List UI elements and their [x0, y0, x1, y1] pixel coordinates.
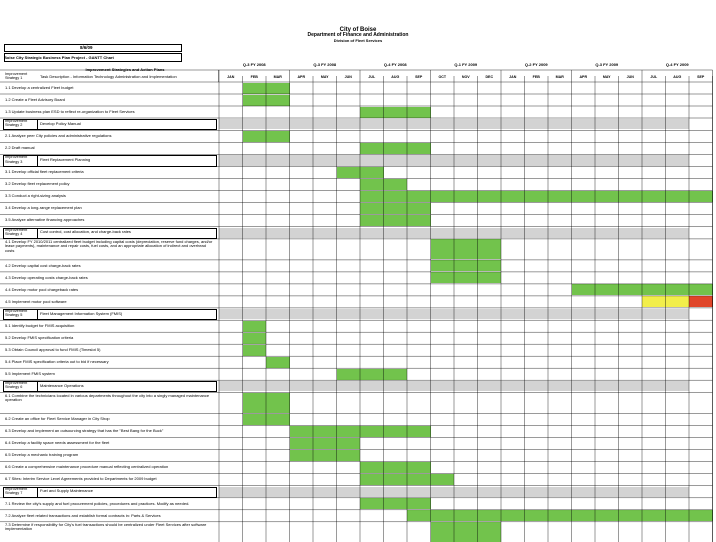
- month-label: JAN: [509, 75, 517, 79]
- month-label: FEB: [532, 75, 540, 79]
- task-description: 3.2 Develop fleet replacement policy: [5, 182, 70, 187]
- task-description: 4.3 Develop operating costs charge-back rates: [5, 275, 88, 280]
- month-label: OCT: [438, 75, 447, 79]
- strategy-title: Develop Policy Manual: [40, 121, 81, 126]
- strategy-label: Improvement Strategy 3: [5, 155, 28, 164]
- month-label: MAY: [602, 75, 611, 79]
- task-description: 3.3 Conduct a right-sizing analysis: [5, 194, 66, 199]
- strategy-title: Fleet Replacement Planning: [40, 158, 91, 163]
- month-label: JUL: [650, 75, 658, 79]
- task-description: 5.3 Obtain Council approval to fund FMIS (Timeslot 5): [5, 347, 101, 352]
- quarter-label: Q-3 FY 2008: [242, 62, 266, 67]
- month-label: NOV: [461, 75, 470, 79]
- task-description: 2.1 Analyze peer City policies and administrative regulations: [5, 134, 112, 138]
- task-description: 1.3 Update business plan ESD to reflect re-organization to Fleet Services: [5, 109, 135, 114]
- month-label: MAR: [555, 75, 564, 79]
- quarter-label: Q-4 FY 2008: [383, 62, 407, 67]
- task-description: 4.2 Develop capital cost charge-back rates: [5, 263, 81, 268]
- month-label: SEP: [415, 75, 423, 79]
- task-description: 6.6 Create a comprehensive maintenance procedure manual reflecting centralized operation: [5, 465, 169, 470]
- task-description: 7.1 Review the city's supply and fuel procurement policies, procedures and practices. Modify as needed.: [5, 501, 190, 506]
- task-description: 1.2 Create a Fleet Advisory Board: [5, 97, 66, 102]
- month-label: FEB: [250, 75, 258, 79]
- month-label: JUL: [368, 75, 376, 79]
- task-description: 5.1 Identify budget for FMIS acquisition: [5, 323, 75, 328]
- task-description: 4.1 Develop FY 2010/2011 centralized fleet budget including capital costs (depreciation, reserve fund charges, and/or lease payments), maintenance and repair costs, fuel costs, and an appropriate allocation of indirect and overhead costs: [5, 239, 213, 254]
- task-description: 7.2 Analyze fleet related transactions and establish formal contracts in: Parts & Services: [5, 513, 161, 518]
- month-label: AUG: [673, 75, 682, 79]
- quarter-label: Q-3 FY 2008: [313, 62, 337, 67]
- month-label: AUG: [391, 75, 400, 79]
- month-label: APR: [297, 75, 306, 79]
- task-description: 6.3 Develop and implement an outsourcing strategy that has the "Best Bang for the Buck": [5, 429, 164, 434]
- task-description: 3.1 Develop official fleet replacement criteria: [5, 170, 84, 175]
- strategy-label: Improvement Strategy 4: [5, 227, 28, 236]
- task-description: 5.2 Develop FMIS specification criteria: [5, 335, 74, 340]
- department-title: Department of Finance and Administration: [307, 32, 409, 38]
- column-head-strategies: Improvement Strategies and Action Plans: [85, 67, 165, 72]
- task-description: 6.7 Sites: Interim Service Level Agreements provided to Departments for 2009 budget: [5, 477, 157, 482]
- month-label: APR: [579, 75, 588, 79]
- strategy-label: Improvement Strategy 5: [5, 308, 28, 318]
- strategy-label: Improvement Strategy 6: [5, 381, 28, 390]
- city-title: City of Boise: [339, 27, 377, 33]
- task-description: 2.2 Draft manual: [5, 146, 35, 150]
- month-label: SEP: [697, 75, 705, 79]
- task-description: 3.4 Develop a long-range replacement plan: [5, 206, 82, 211]
- task-description: 6.1 Combine the technicians located in various departments throughout the city into a singly managed maintenance operation: [5, 393, 210, 403]
- month-label: JAN: [227, 75, 235, 79]
- quarter-label: Q-3 FY 2009: [595, 62, 619, 67]
- task-description: 3.5 Analyze alternative financing approaches: [5, 218, 85, 223]
- strategy-title: Fleet Management Information System (FMIS): [40, 311, 123, 316]
- strategy-title: Cost control, cost allocation, and charge-back rates: [40, 230, 131, 235]
- strategy-title: Maintenance Operations: [40, 384, 84, 389]
- quarter-label: Q-4 FY 2009: [665, 62, 689, 67]
- month-label: MAR: [273, 75, 282, 79]
- task-description: 6.2 Create an office for Fleet Service Manager in City Shop: [5, 417, 110, 422]
- report-date: 8/6/09: [80, 45, 93, 50]
- task-description: 4.5 Implement motor pool software: [5, 299, 67, 304]
- quarter-label: Q-1 FY 2009: [454, 62, 478, 67]
- strategy-label: Improvement Strategy 7: [5, 486, 28, 495]
- strategy-title: Fuel and Supply Maintenance: [40, 489, 93, 494]
- month-label: JUN: [344, 75, 352, 79]
- division-title: Division of Fleet Services: [333, 38, 383, 43]
- task-description: 4.4 Develop motor pool chargeback rates: [5, 287, 79, 292]
- strategy-label: Improvement Strategy 2: [5, 119, 28, 128]
- month-label: DEC: [485, 75, 494, 79]
- task-description: 7.3 Determine if responsibility for City's fuel transactions should be centralized under Fleet Services after software implementation: [5, 522, 207, 532]
- month-label: JUN: [626, 75, 634, 79]
- column-head-improvement: Improvement Strategy 1: [5, 72, 28, 81]
- task-description: 5.5 Implement FMIS system: [5, 371, 55, 376]
- task-description: 5.4 Place FMIS specification criteria out to bid if necessary: [5, 359, 109, 364]
- column-head-task: Task Description - Information Technology Administration and Implementation: [40, 75, 177, 79]
- task-description: 6.4 Develop a facility space needs assessment for the fleet: [5, 441, 110, 446]
- task-description: 1.1 Develop a centralized Fleet budget: [5, 85, 74, 90]
- project-title: Boise City Strategic Business Plan Project - GANTT Chart: [4, 55, 114, 60]
- quarter-label: Q-2 FY 2009: [524, 62, 548, 67]
- task-description: 6.5 Develop a mechanic training program: [5, 453, 79, 458]
- month-label: MAY: [320, 75, 329, 79]
